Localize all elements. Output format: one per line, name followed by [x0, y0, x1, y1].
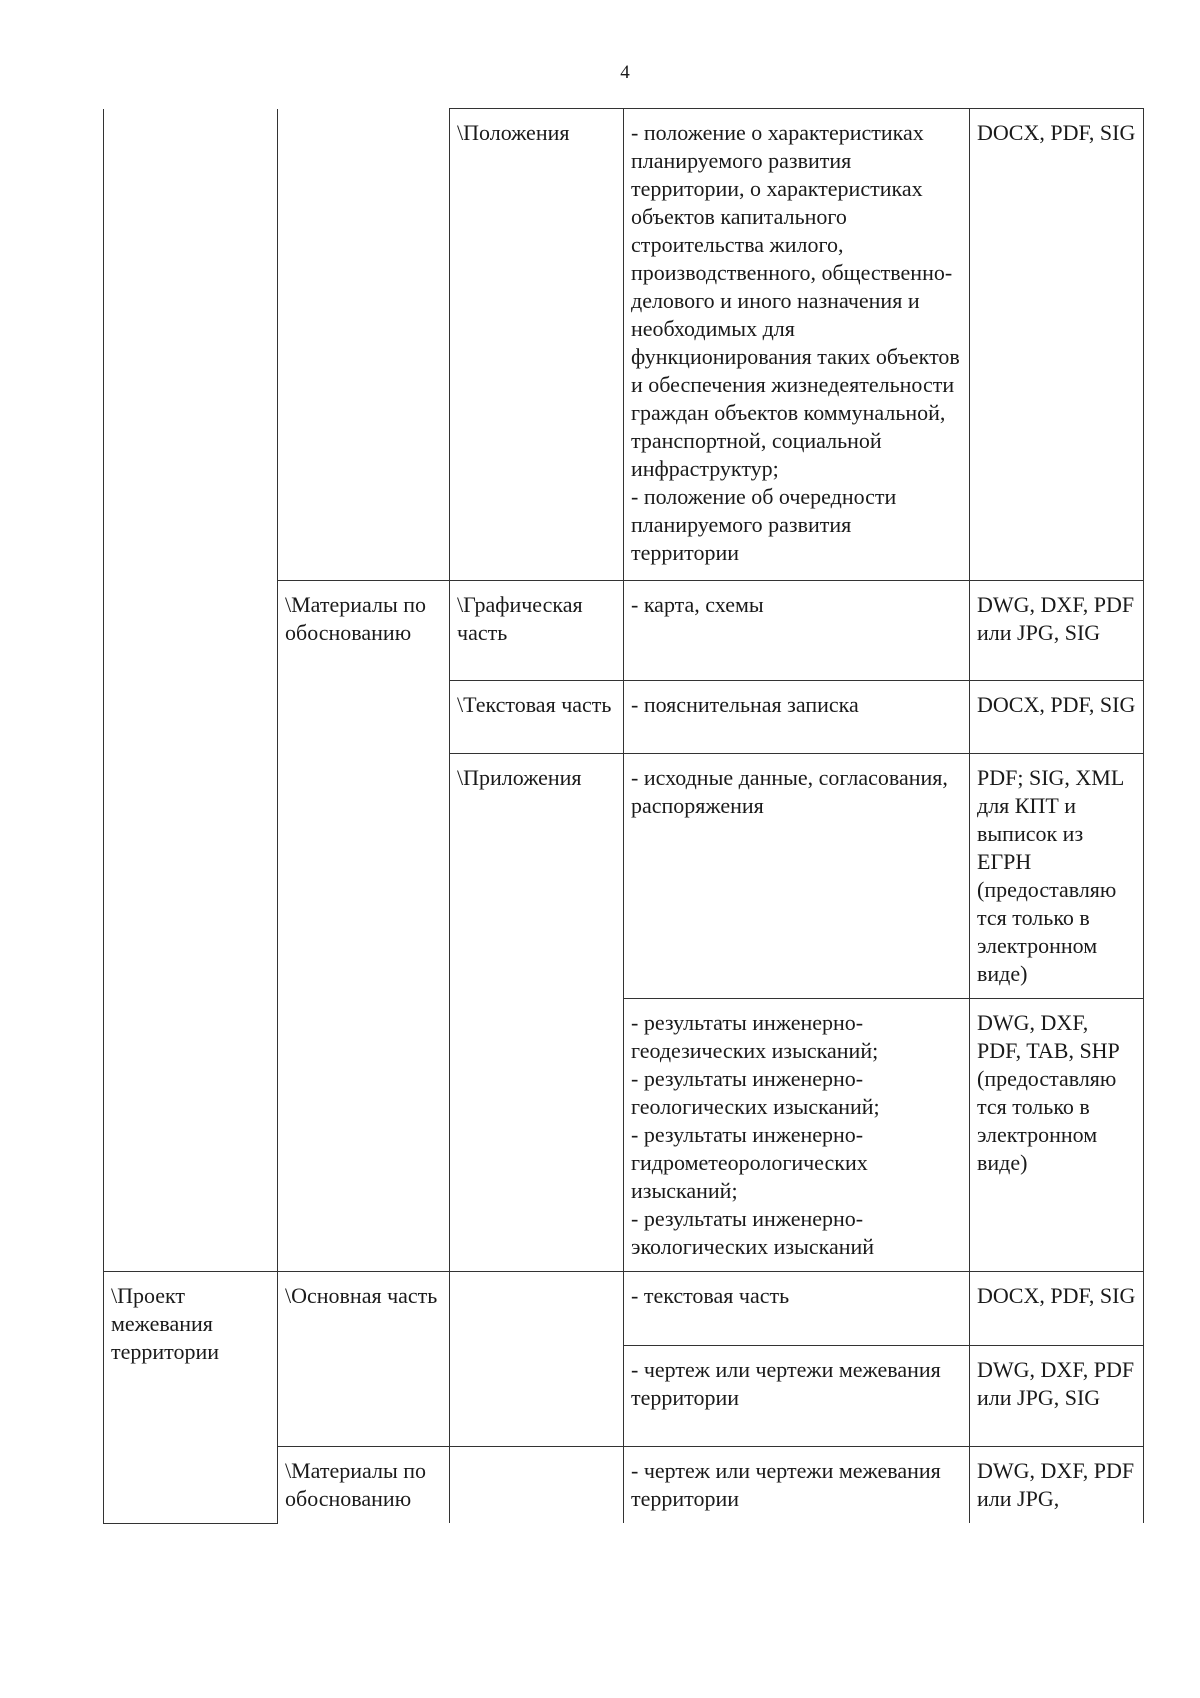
part-cell: \Текстовая часть [450, 681, 624, 754]
format-cell: DOCX, PDF, SIG [970, 1272, 1144, 1346]
format-cell: PDF; SIG, XML для КПТ и выписок из ЕГРН (предоставляю тся только в электронном виде) [970, 754, 1144, 999]
section-cell: \Проект межевания территории [104, 1272, 278, 1524]
subsection-cell-empty [278, 109, 450, 581]
section-cell-empty [104, 109, 278, 1272]
subsection-cell: \Основная часть [278, 1272, 450, 1447]
format-cell: DWG, DXF, PDF или JPG, SIG [970, 581, 1144, 681]
content-cell: - результаты инженерно-геодезических изысканий; - результаты инженерно-геологических изысканий; - результаты инженерно-гидрометеорологических изысканий; - результаты инженерно-экологических изысканий [624, 999, 970, 1272]
part-cell: \Графическая часть [450, 581, 624, 681]
content-cell: - положение о характеристиках планируемого развития территории, о характеристиках объектов капитального строительства жилого, производственного, общественно-делового и иного назначения и необходимых для функционирования таких объектов и обеспечения жизнедеятельности граждан объектов коммунальной, транспортной, социальной инфраструктур; - положение об очередности планируемого развития территории [624, 109, 970, 581]
table-row [104, 109, 1144, 581]
part-cell: \Положения [450, 109, 624, 581]
content-cell: - карта, схемы [624, 581, 970, 681]
page-number: 4 [620, 62, 630, 83]
format-cell: DWG, DXF, PDF, TAB, SHP (предоставляю тся только в электронном виде) [970, 999, 1144, 1272]
table-row [104, 1272, 1144, 1346]
format-cell: DOCX, PDF, SIG [970, 681, 1144, 754]
document-formats-table [103, 108, 1144, 1524]
part-cell-empty [450, 1272, 624, 1447]
subsection-cell: \Материалы по обоснованию [278, 581, 450, 1272]
content-cell: - чертеж или чертежи межевания территории [624, 1346, 970, 1447]
content-cell: - пояснительная записка [624, 681, 970, 754]
format-cell: DWG, DXF, PDF или JPG, SIG [970, 1346, 1144, 1447]
part-cell-empty [450, 1447, 624, 1524]
format-cell: DWG, DXF, PDF или JPG, [970, 1447, 1144, 1524]
part-cell: \Приложения [450, 754, 624, 1272]
subsection-cell: \Материалы по обоснованию [278, 1447, 450, 1524]
content-cell: - чертеж или чертежи межевания территории [624, 1447, 970, 1524]
content-cell: - исходные данные, согласования, распоряжения [624, 754, 970, 999]
content-cell: - текстовая часть [624, 1272, 970, 1346]
format-cell: DOCX, PDF, SIG [970, 109, 1144, 581]
